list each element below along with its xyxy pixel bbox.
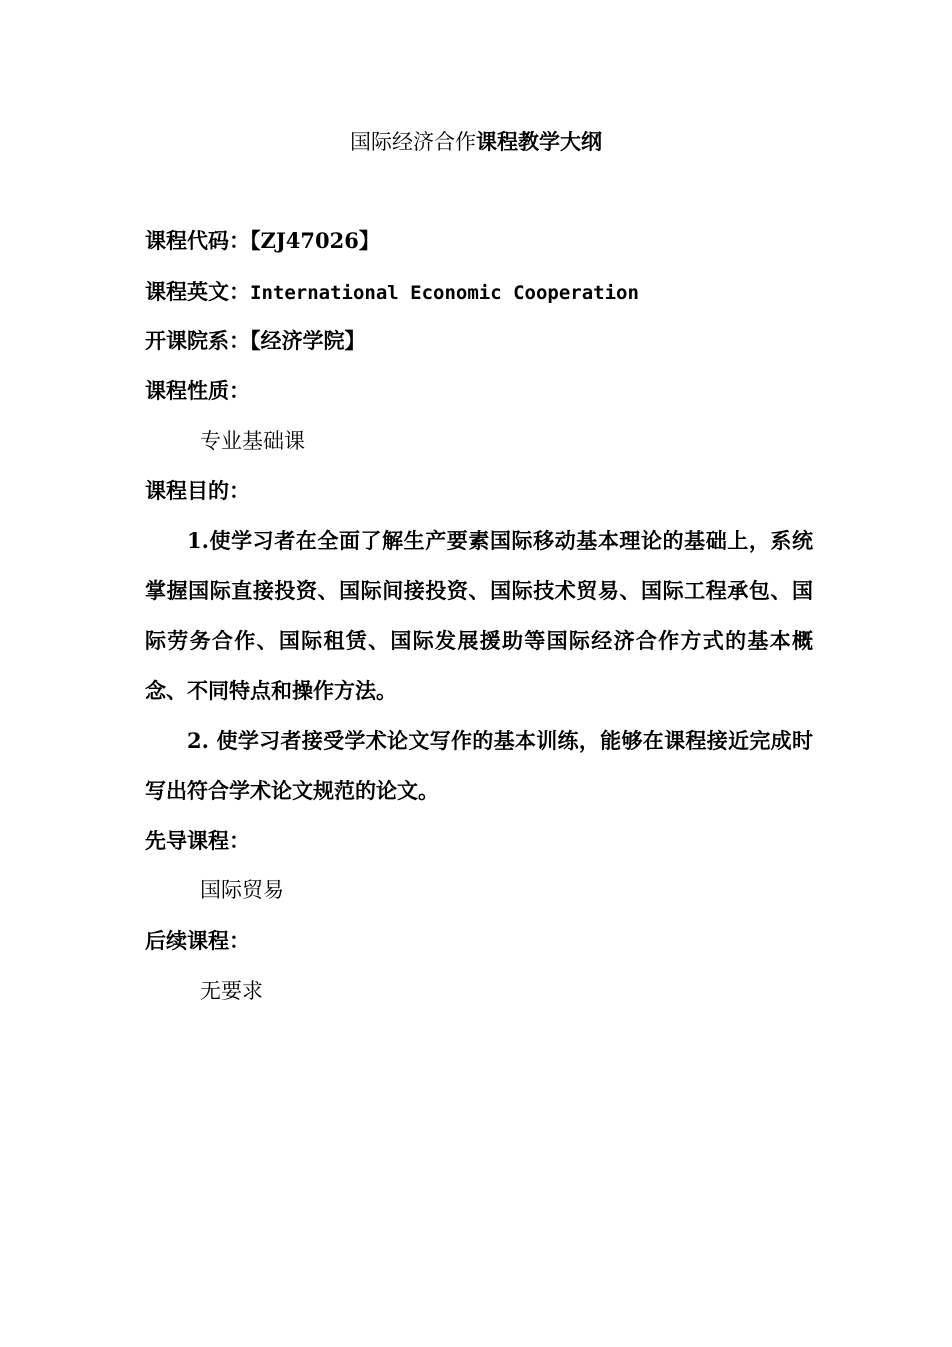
prerequisite-value: 国际贸易: [200, 878, 284, 902]
purpose-item-1: 1.使学习者在全面了解生产要素国际移动基本理论的基础上，系统掌握国际直接投资、国际间接投资、国际技术贸易、国际工程承包、国际劳务合作、国际租赁、国际发展援助等国际经济合作方式的基本概念、不同特点和操作方法。: [145, 528, 813, 703]
course-code-line: [145, 226, 380, 256]
course-purpose-line: [145, 476, 250, 506]
title-suffix: 课程教学大纲: [476, 129, 602, 154]
document-title: [0, 126, 952, 158]
purpose-item-2: 2. 使学习者接受学术论文写作的基本训练，能够在课程接近完成时写出符合学术论文规范的论文。: [145, 728, 813, 803]
prerequisite-line: [145, 826, 250, 856]
course-nature-label: 课程性质：: [145, 378, 250, 403]
course-code-label: 课程代码：: [145, 228, 250, 253]
course-purpose-label: 课程目的：: [145, 478, 250, 503]
course-english-label: 课程英文：: [145, 279, 250, 304]
department-line: [145, 326, 366, 356]
course-nature-line: [145, 376, 250, 406]
department-label: 开课院系：: [145, 328, 250, 353]
prerequisite-label: 先导课程：: [145, 828, 250, 853]
followup-line: [145, 926, 250, 956]
followup-label: 后续课程：: [145, 928, 250, 953]
course-english-line: [145, 277, 639, 308]
course-english-value: International Economic Cooperation: [250, 282, 639, 304]
course-nature-value: 专业基础课: [200, 429, 305, 453]
followup-value: 无要求: [200, 979, 263, 1003]
department-value: 【经济学院】: [250, 328, 366, 353]
course-code-value: 【ZJ47026】: [250, 228, 380, 253]
title-course-name: 国际经济合作: [350, 130, 476, 154]
